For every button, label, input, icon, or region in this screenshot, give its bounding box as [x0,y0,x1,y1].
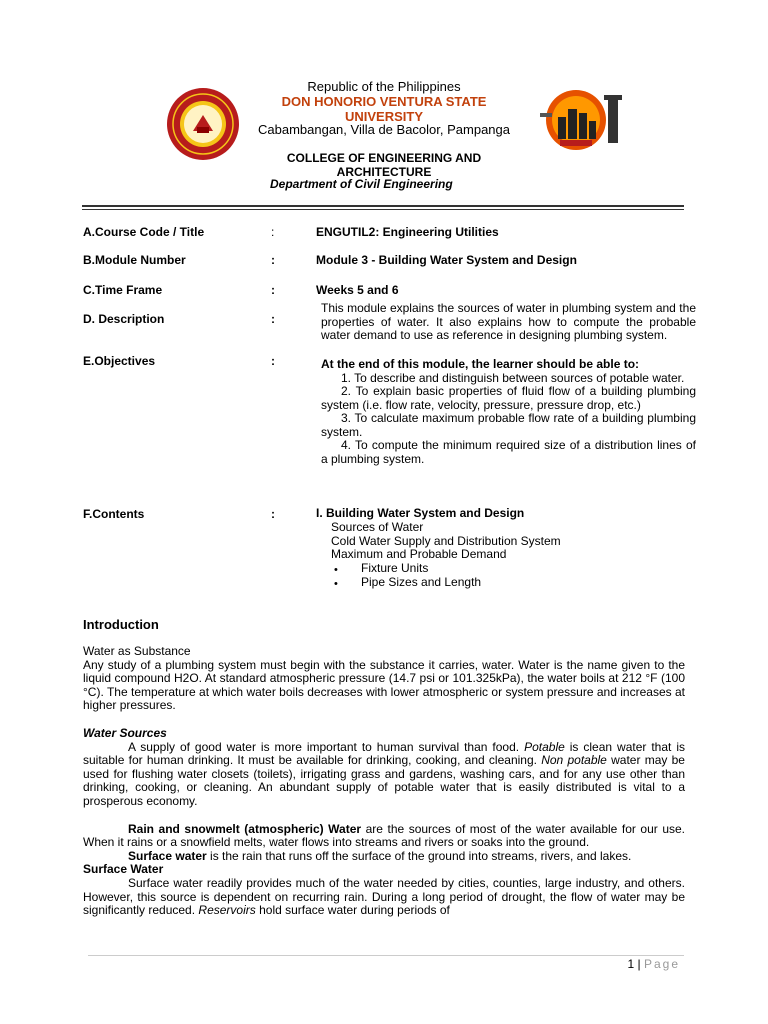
objective-item: 2. To explain basic properties of fluid flow of a building plumbing system (i.e. flow rate, velocity, pressure, pressure drop, etc.) [321,384,696,412]
introduction-body [83,645,685,918]
objectives-label: E.Objectives [83,354,156,368]
description-label: D. Description [83,312,165,326]
page-label: Page [643,957,680,971]
objectives-list [321,358,696,466]
colon: : [271,312,275,326]
contents-item: Cold Water Supply and Distribution System [331,533,561,548]
contents-item: Maximum and Probable Demand [331,547,507,562]
university-name-line1: DON HONORIO VENTURA STATE [281,94,487,109]
page-number: 1 [627,957,635,971]
water-sources-heading: Water Sources [83,725,167,740]
colon: : [271,253,275,267]
course-code-value: ENGUTIL2: Engineering Utilities [316,225,499,239]
course-code-label: A.Course Code / Title [83,225,205,239]
contents-title: I. Building Water System and Design [316,506,525,520]
college-name [0,151,768,179]
objective-item: 1. To describe and distinguish between sources of potable water. [341,370,685,385]
objective-item: 4. To compute the minimum required size of a distribution lines of a plumbing system. [321,438,696,466]
department-name: Department of Civil Engineering [270,177,453,191]
introduction-heading: Introduction [83,617,159,632]
footer-divider [88,955,684,956]
colon: : [271,354,275,368]
water-sources-paragraph: A supply of good water is more important to human survival than food. Potable is clean water that is suitable for human drinking. It must be available for drinking, cooking, and cleaning. Non potable water may be used for flushing water closets (toilets), irrigating grass and gardens, washing cars, and for any use other than drinking, cooking, or cleaning. An abundant supply of potable water that is easily distributed is vital to a prosperous economy. [83,739,685,808]
description-value: This module explains the sources of water in plumbing system and the properties of water. It also explains how to compute the probable water demand to use as reference in designing plumbing system. [321,301,696,342]
header-divider [82,205,684,207]
objective-item: 3. To calculate maximum probable flow rate of a building plumbing system. [321,411,696,439]
university-name-line2: UNIVERSITY [344,109,423,124]
republic-text: Republic of the Philippines [307,79,461,94]
college-name-line1: COLLEGE OF ENGINEERING AND [286,151,482,165]
colon: : [271,507,275,521]
contents-label: F.Contents [83,507,145,521]
water-as-substance-paragraph: Any study of a plumbing system must begin with the substance it carries, water. Water is the name given to the liquid compound H2O. At standard atmospheric pressure (14.7 psi or 101.325kPa), the water boils at 212 °F (100 °C). The temperature at which water boils decreases with lower atmospheric or system pressure and increases at higher pressures. [83,657,685,713]
rain-snowmelt-paragraph: Rain and snowmelt (atmospheric) Water are the sources of most of the water available for our use. When it rains or a snowfield melts, water flows into streams and rivers or soaks into the ground. [83,821,685,850]
contents-item: Sources of Water [331,519,424,534]
module-number-value: Module 3 - Building Water System and Design [316,253,577,267]
surface-water-definition: Surface water is the rain that runs off the surface of the ground into streams, rivers, and lakes. [128,848,632,863]
colon: : [271,225,275,239]
module-number-label: B.Module Number [83,253,186,267]
contents-list [316,507,561,590]
contents-bullet-item: • Pipe Sizes and Length [316,576,561,590]
college-name-line2: ARCHITECTURE [336,165,432,179]
page-footer [627,957,680,971]
colon: : [271,283,275,297]
surface-water-heading: Surface Water [83,862,164,877]
time-frame-label: C.Time Frame [83,283,163,297]
surface-water-paragraph: Surface water readily provides much of the water needed by cities, counties, large industry, and others. However, this source is dependent on recurring rain. During a long period of drought, the flow of water may be significantly reduced. Reservoirs hold surface water during periods of [83,875,685,918]
objectives-heading: At the end of this module, the learner should be able to: [321,357,640,371]
university-address: Cabambangan, Villa de Bacolor, Pampanga [258,122,510,137]
university-name [0,94,768,124]
contents-bullet-item: • Fixture Units [316,562,561,576]
time-frame-value: Weeks 5 and 6 [316,283,399,297]
page-separator: | [637,957,641,971]
water-as-substance-heading: Water as Substance [83,644,191,658]
header-divider-thin [82,209,684,210]
